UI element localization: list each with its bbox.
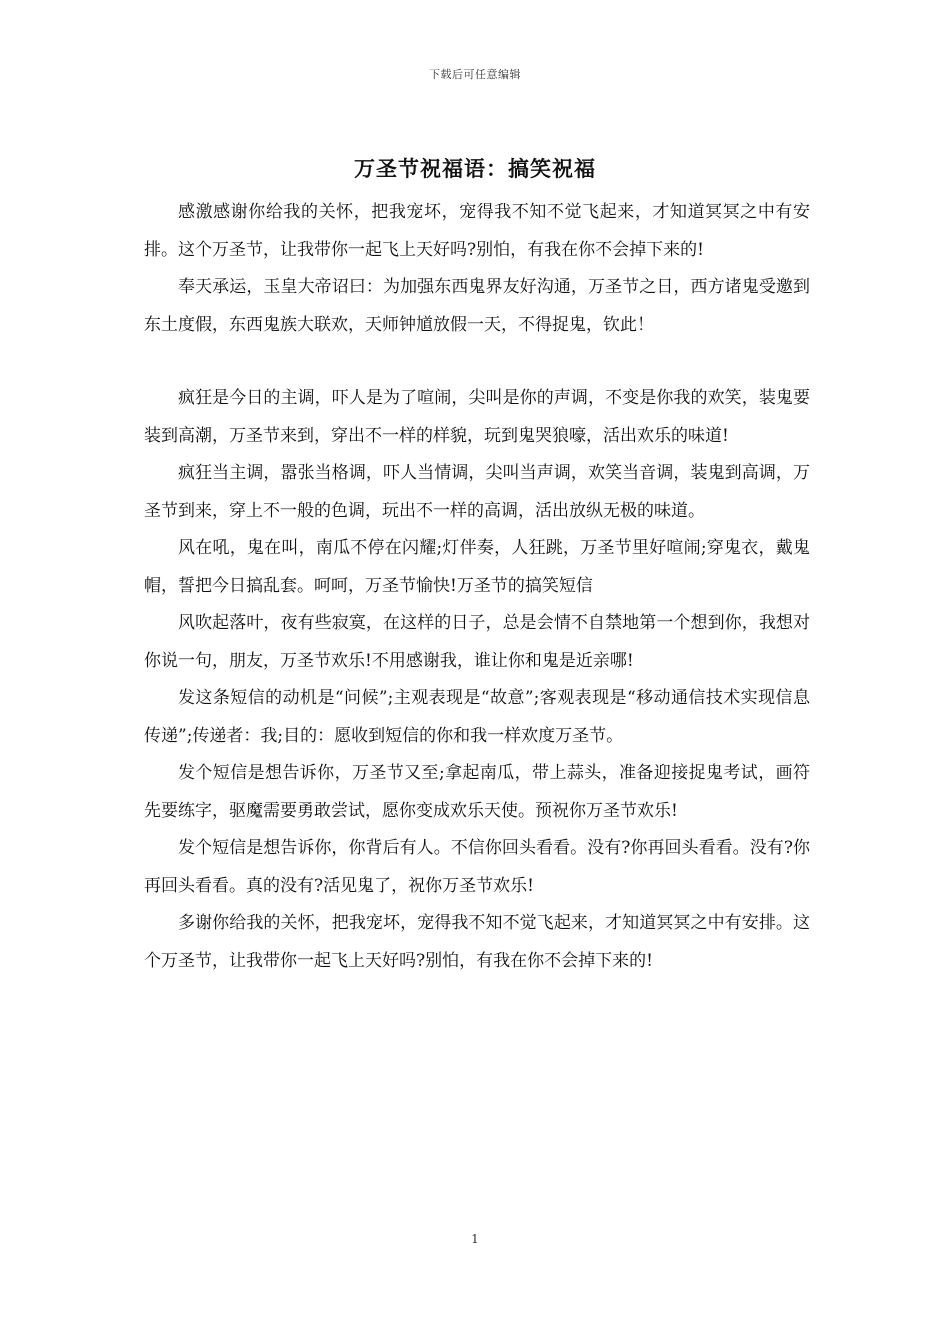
paragraph-7: 发这条短信的动机是“问候”;主观表现是“故意”;客观表现是“移动通信技术实现信息传递”;传递者：我;目的：愿收到短信的你和我一样欢度万圣节。 bbox=[144, 688, 810, 746]
paragraph-1: 感激感谢你给我的关怀，把我宠坏，宠得我不知不觉飞起来，才知道冥冥之中有安排。这个万圣节，让我带你一起飞上天好吗?别怕，有我在你不会掉下来的! bbox=[144, 202, 810, 260]
document-title: 万圣节祝福语：搞笑祝福 bbox=[354, 156, 596, 181]
page-number: 1 bbox=[471, 1232, 479, 1246]
paragraph-10: 多谢你给我的关怀，把我宠坏，宠得我不知不觉飞起来，才知道冥冥之中有安排。这个万圣节，让我带你一起飞上天好吗?别怕，有我在你不会掉下来的! bbox=[144, 913, 810, 971]
paragraph-4: 疯狂当主调，嚣张当格调，吓人当情调，尖叫当声调，欢笑当音调，装鬼到高调，万圣节到来，穿上不一般的色调，玩出不一样的高调，活出放纵无极的味道。 bbox=[144, 463, 810, 521]
paragraph-5: 风在吼，鬼在叫，南瓜不停在闪耀;灯伴奏，人狂跳，万圣节里好喧闹;穿鬼衣，戴鬼帽，誓把今日搞乱套。呵呵，万圣节愉快!万圣节的搞笑短信 bbox=[144, 538, 810, 596]
document-body bbox=[144, 194, 810, 980]
paragraph-9: 发个短信是想告诉你，你背后有人。不信你回头看看。没有?你再回头看看。没有?你再回头看看。真的没有?活见鬼了，祝你万圣节欢乐! bbox=[144, 838, 810, 896]
paragraph-spacer bbox=[144, 344, 810, 380]
paragraph-2: 奉天承运，玉皇大帝诏曰：为加强东西鬼界友好沟通，万圣节之日，西方诸鬼受邀到东土度假，东西鬼族大联欢，天师钟馗放假一天，不得捉鬼，钦此！ bbox=[144, 277, 810, 335]
header-note: 下载后可任意编辑 bbox=[429, 68, 521, 81]
paragraph-8: 发个短信是想告诉你，万圣节又至;拿起南瓜，带上蒜头，准备迎接捉鬼考试，画符先要练字，驱魔需要勇敢尝试，愿你变成欢乐天使。预祝你万圣节欢乐! bbox=[144, 763, 810, 821]
paragraph-3: 疯狂是今日的主调，吓人是为了喧闹，尖叫是你的声调，不变是你我的欢笑，装鬼要装到高潮，万圣节来到，穿出不一样的样貌，玩到鬼哭狼嚎，活出欢乐的味道! bbox=[144, 388, 810, 446]
paragraph-6: 风吹起落叶，夜有些寂寞，在这样的日子，总是会情不自禁地第一个想到你，我想对你说一句，朋友，万圣节欢乐!不用感谢我，谁让你和鬼是近亲哪! bbox=[144, 613, 810, 671]
